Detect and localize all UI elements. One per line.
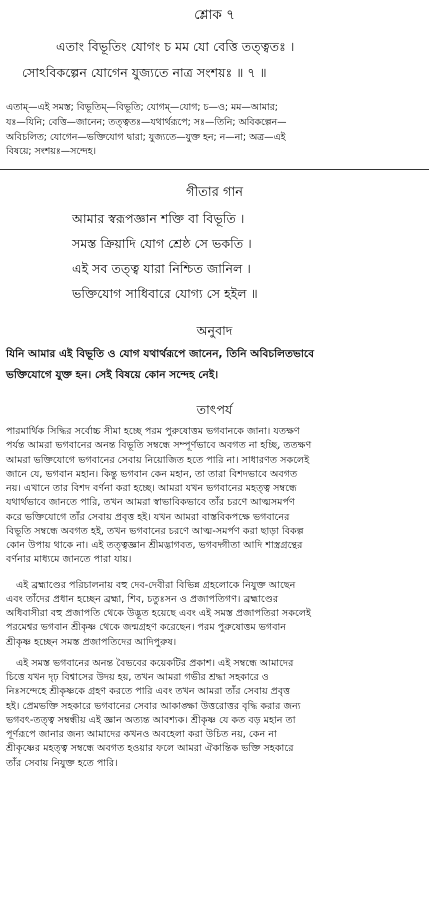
translation-heading: অনুবাদ xyxy=(196,323,233,338)
song-line: এই সব তত্ত্ব যারা নিশ্চিত জানিল । xyxy=(72,261,251,276)
sanskrit-verse xyxy=(16,34,416,86)
purport-line: পরমেশ্বর ভগবান শ্রীকৃষ্ণ থেকে জন্মগ্রহণ করেছেন। পরম পুরুষোত্তম ভগবান xyxy=(6,622,287,634)
synonyms-line: এতাম্—এই সমস্ত; বিভূতিম্—বিভূতি; যোগম্—যোগ; চ—ও; মম—আমার; xyxy=(6,102,278,113)
synonyms-line: বিষয়ে; সংশয়ঃ—সন্দেহ। xyxy=(6,146,96,158)
purport-line: শ্রীকৃষ্ণ হচ্ছেন সমস্ত প্রজাপতিদের আদিপুরুষ। xyxy=(6,636,177,648)
purport-line: আমরা ভক্তিযোগে ভগবানের সেবায় নিয়োজিত হতে পারি না। সাধারণত সকলেই xyxy=(6,454,310,466)
song-heading: গীতার গান xyxy=(185,185,244,200)
purport-line: শ্রীকৃষ্ণের মহত্ত্ব সম্বন্ধে অবগত হওয়ার ফলে আমরা ঐকান্তিক ভক্তি সহকারে xyxy=(6,743,294,755)
purport-line: চিত্তে যখন দৃঢ় বিশ্বাসের উদয় হয়, তখন আমরা গভীর শ্রদ্ধা সহকারে ও xyxy=(6,672,269,683)
verse-line-1: এতাং বিভূতিং যোগং চ মম যো বেত্তি তত্ত্বতঃ । xyxy=(56,39,295,54)
song-verses xyxy=(72,206,422,306)
purport-paragraph-1 xyxy=(6,425,426,568)
purport-line: তাঁর সেবায় নিযুক্ত হতে পারি। xyxy=(6,757,118,769)
purport-line: পারমার্থিক সিদ্ধির সর্বোচ্চ সীমা হচ্ছে পরম পুরুষোত্তম ভগবানকে জানা। যতক্ষণ xyxy=(6,426,300,437)
purport-line: বর্ণনার মাধ্যমে জানতে পারা যায়। xyxy=(6,554,132,566)
purport-heading: তাৎপর্য xyxy=(196,402,233,417)
song-line: ভক্তিযোগ সাধিবারে যোগ্য সে হইল ॥ xyxy=(72,286,258,301)
purport-line: এই সমস্ত ভগবানের অনন্ত বৈভবের কয়েকটির প্রকাশ। এই সম্বন্ধে আমাদের xyxy=(16,657,294,669)
purport-line: যথার্থভাবে জানতে পারি, তখন আমরা স্বাভাবিকভাবে তাঁর চরণে আত্মসমর্পণ xyxy=(6,497,295,509)
song-line: আমার স্বরূপজ্ঞান শক্তি বা বিভূতি । xyxy=(72,211,245,226)
purport-line: কোন উপায় থাকে না। এই তত্ত্বজ্ঞান শ্রীমদ্ভাগবত, ভগবদ্গীতা আদি শাস্ত্রগ্রন্থের xyxy=(6,540,303,551)
purport-body xyxy=(6,425,426,771)
purport-line: নয়। এখানে তার বিশদ বর্ণনা করা হচ্ছে। আমরা যখন ভগবানের মহত্ত্ব সম্বন্ধে xyxy=(6,483,297,494)
purport-line: পর্যন্ত আমরা ভগবানের অনন্ত বিভূতি সম্বন্ধে সম্পূর্ণভাবে অবগত না হচ্ছি, ততক্ষণ xyxy=(6,440,312,452)
word-synonyms xyxy=(6,101,424,160)
purport-paragraph-2 xyxy=(6,579,426,650)
purport-line: এই ব্রহ্মাণ্ডের পরিচালনায় বহু দেব-দেবীরা বিভিন্ন গ্রহলোকে নিযুক্ত আছেন xyxy=(16,579,296,591)
purport-line: অধিবাসীরা বহু প্রজাপতি থেকে উদ্ভূত হয়েছে এবং এই সমস্ত প্রজাপতিরা সকলেই xyxy=(6,608,311,619)
purport-line: করে ভক্তিযোগে তাঁর সেবায় প্রবৃত্ত হই। যখন আমরা বাস্তবিকপক্ষে ভগবানের xyxy=(6,511,290,523)
purport-line: হই। প্রেমভক্তি সহকারে ভগবানের সেবার আকাঙ্ক্ষা উত্তরোত্তর বৃদ্ধি করার জন্য xyxy=(6,700,301,712)
translation-line: যিনি আমার এই বিভূতি ও যোগ যথার্থরূপে জানেন, তিনি অবিচলিতভাবে xyxy=(6,348,315,360)
purport-line: নিঃসন্দেহে শ্রীকৃষ্ণকে গ্রহণ করতে পারি এবং তখন আমরা তাঁর সেবায় প্রবৃত্ত xyxy=(6,686,291,698)
purport-line: এবং তাঁদের প্রধান হচ্ছেন ব্রহ্মা, শিব, চতুঃসন ও প্রজাপতিগণ। ব্রহ্মাণ্ডের xyxy=(6,593,279,605)
section-divider xyxy=(0,169,429,170)
synonyms-line: যঃ—যিনি; বেত্তি—জানেন; তত্ত্বতঃ—যথার্থরূপে; সঃ—তিনি; অবিকল্পেন— xyxy=(6,116,287,128)
purport-line: পূর্ণরূপে জানার জন্য আমাদের কখনও অবহেলা করা উচিত নয়, কেন না xyxy=(6,729,277,740)
translation-text xyxy=(6,344,424,386)
synonyms-line: অবিচলিত; যোগেন—ভক্তিযোগ দ্বারা; যুজ্যতে—যুক্ত হন; ন—না; অত্র—এই xyxy=(6,131,286,143)
translation-line: ভক্তিযোগে যুক্ত হন। সেই বিষয়ে কোন সন্দেহ নেই। xyxy=(6,369,219,381)
purport-line: জানে যে, ভগবান মহান। কিন্তু ভগবান কেন মহান, তা তারা বিশদভাবে অবগত xyxy=(6,468,298,480)
song-line: সমস্ত ক্রিয়াদি যোগ শ্রেষ্ঠ সে ভকতি । xyxy=(72,236,252,251)
verse-line-2: সোঽবিকল্পেন যোগেন যুজ্যতে নাত্র সংশয়ঃ ॥ ৭ ॥ xyxy=(22,65,267,80)
purport-line: ভগবৎ-তত্ত্ব সম্বন্ধীয় এই জ্ঞান অত্যন্ত আবশ্যক। শ্রীকৃষ্ণ যে কত বড় মহান তা xyxy=(6,714,296,726)
verse-number-heading: শ্লোক ৭ xyxy=(194,7,235,23)
purport-line: বিভূতি সম্বন্ধে অবগত হই, তখন ভগবানের চরণে আত্ম-সমর্পণ করা ছাড়া বিকল্প xyxy=(6,525,304,537)
purport-paragraph-3 xyxy=(6,657,426,771)
